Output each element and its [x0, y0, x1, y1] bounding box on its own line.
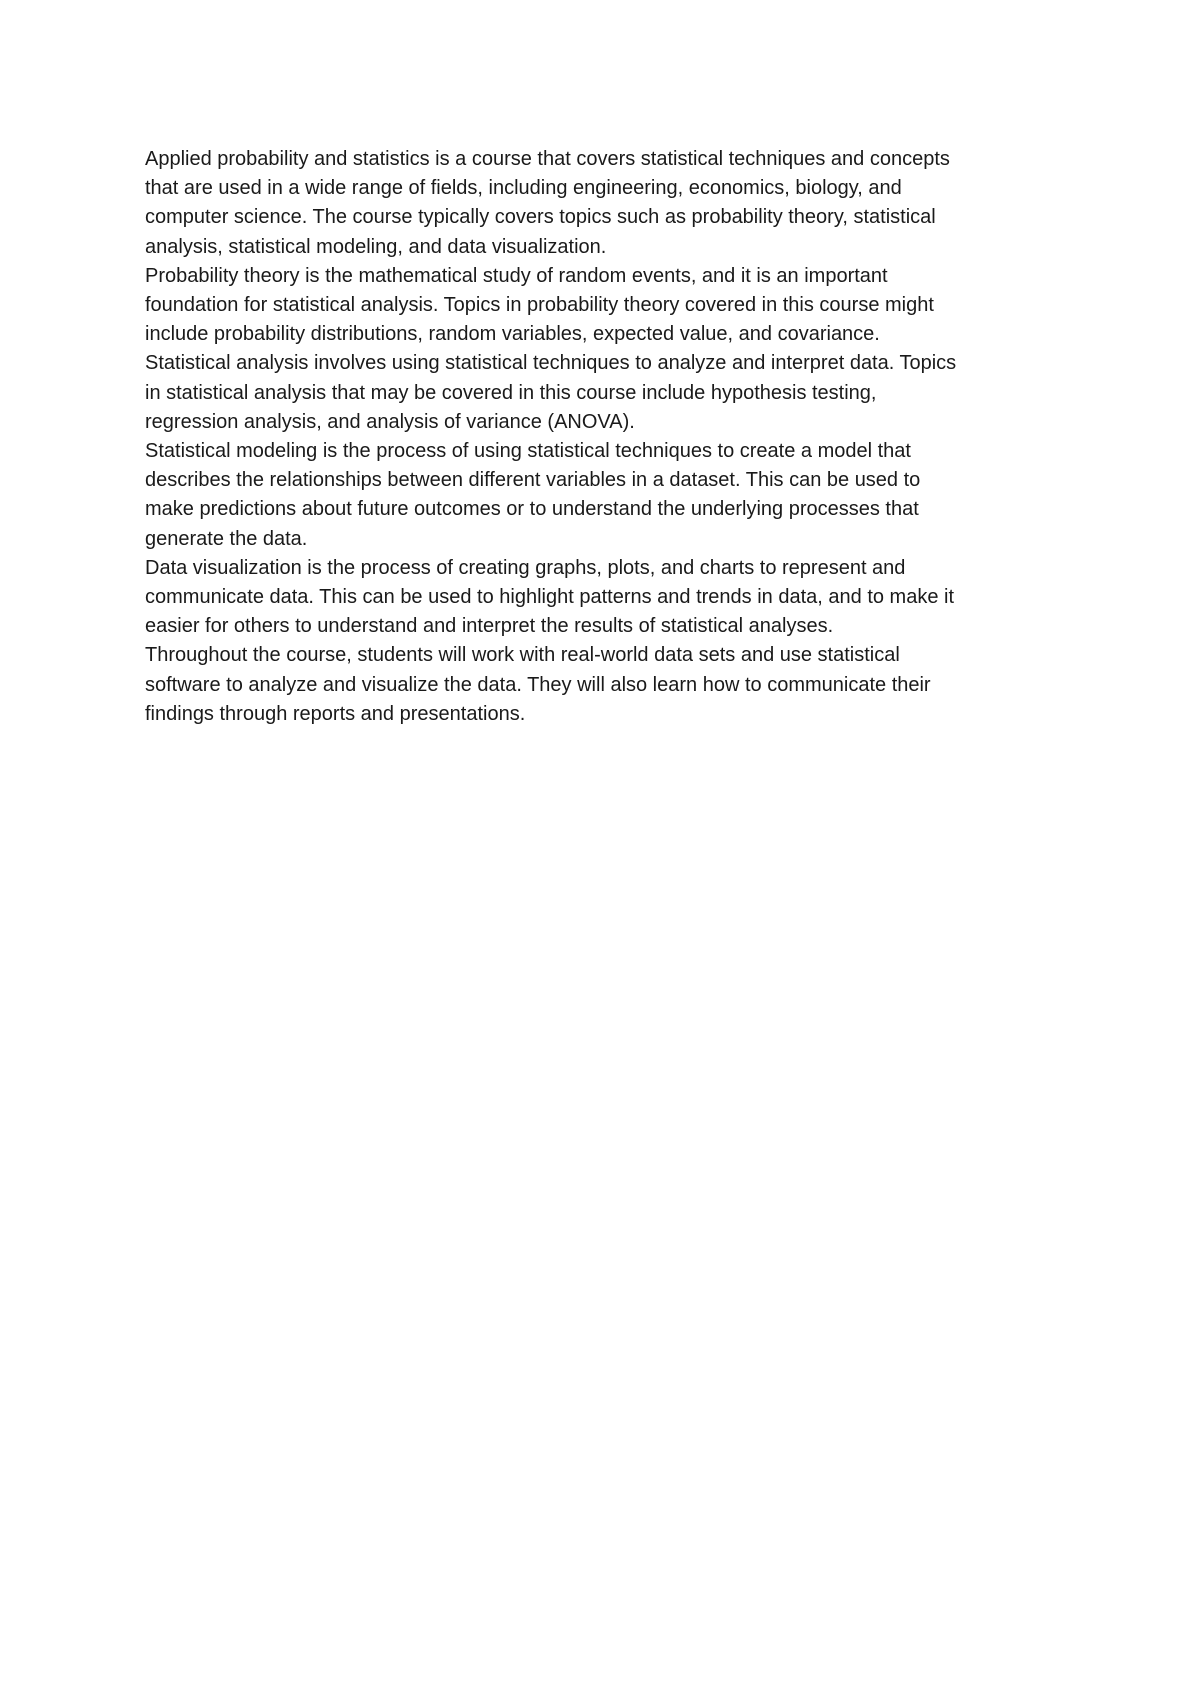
text-line: analysis, statistical modeling, and data visualization. [145, 235, 607, 258]
text-line: foundation for statistical analysis. Topics in probability theory covered in this course might [145, 294, 934, 317]
text-line: Probability theory is the mathematical study of random events, and it is an important [145, 264, 888, 287]
document-body [145, 145, 1060, 729]
text-line: communicate data. This can be used to highlight patterns and trends in data, and to make it [145, 586, 955, 609]
text-line: Throughout the course, students will work with real-world data sets and use statistical [145, 644, 900, 667]
text-line: generate the data. [145, 527, 308, 550]
text-line: computer science. The course typically covers topics such as probability theory, statistical [145, 206, 936, 229]
text-line: Statistical analysis involves using statistical techniques to analyze and interpret data. Topics [145, 352, 957, 375]
text-line: that are used in a wide range of fields, including engineering, economics, biology, and [145, 177, 902, 200]
text-line: describes the relationships between different variables in a dataset. This can be used to [145, 469, 921, 492]
text-line: Statistical modeling is the process of using statistical techniques to create a model that [145, 440, 911, 463]
text-line: Data visualization is the process of creating graphs, plots, and charts to represent and [145, 556, 906, 579]
text-line: findings through reports and presentations. [145, 702, 526, 725]
text-line: software to analyze and visualize the data. They will also learn how to communicate their [145, 673, 931, 696]
text-line: easier for others to understand and interpret the results of statistical analyses. [145, 615, 834, 638]
text-line: Applied probability and statistics is a course that covers statistical techniques and concepts [145, 148, 950, 170]
text-line: in statistical analysis that may be covered in this course include hypothesis testing, [145, 381, 877, 404]
text-line: make predictions about future outcomes or to understand the underlying processes that [145, 498, 919, 521]
text-line: include probability distributions, random variables, expected value, and covariance. [145, 323, 880, 346]
text-line: regression analysis, and analysis of variance (ANOVA). [145, 410, 635, 433]
